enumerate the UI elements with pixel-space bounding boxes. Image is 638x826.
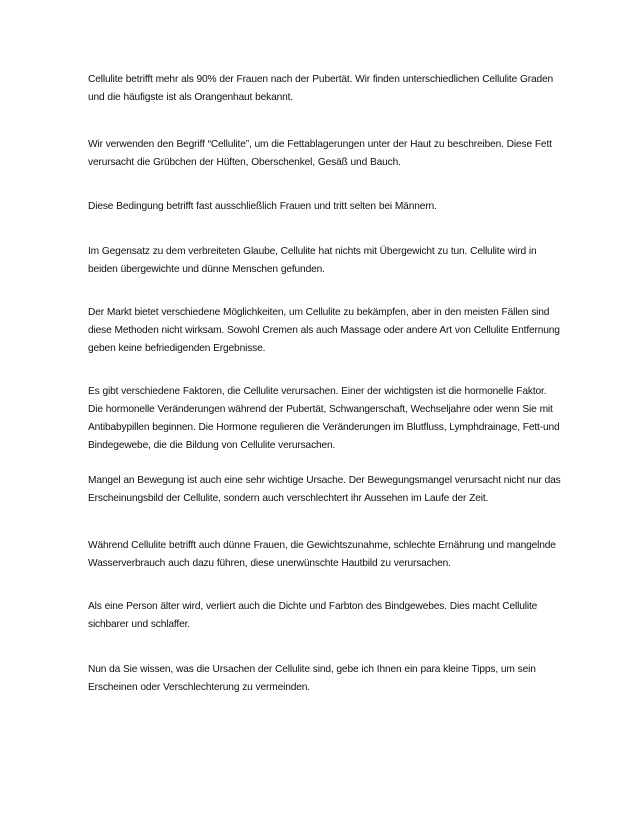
paragraph-thin-women: Während Cellulite betrifft auch dünne Frauen, die Gewichtszunahme, schlechte Ernährung und mangelnde Wasserverbrauch auch dazu führen, diese unerwünschte Hautbild zu verursachen. — [88, 540, 556, 569]
paragraph-not-overweight: Im Gegensatz zu dem verbreiteten Glaube, Cellulite hat nichts mit Übergewicht zu tun. Cellulite wird in beiden übergewichte und dünne Menschen gefunden. — [88, 246, 537, 275]
paragraph-cellulite-prevalence: Cellulite betrifft mehr als 90% der Frauen nach der Pubertät. Wir finden unterschiedlichen Cellulite Graden und die häufigste ist als Orangenhaut bekannt. — [88, 74, 554, 103]
paragraph-lack-of-exercise: Mangel an Bewegung ist auch eine sehr wichtige Ursache. Der Bewegungsmangel verursacht nicht nur das Erscheinungsbild der Cellulite, sondern auch verschlechtert ihr Aussehen im Laufe der Zeit. — [88, 475, 561, 504]
paragraph-hormonal-factors: Es gibt verschiedene Faktoren, die Cellulite verursachen. Einer der wichtigsten ist die hormonelle Faktor. Die hormonelle Veränderungen während der Pubertät, Schwangerschaft, Wechseljahre oder wenn Sie mit Antibabypillen beginnen. Die Hormone regulieren die Veränderungen im Blutfluss, Lymphdrainage, Fett-und Bindegewebe, die die Bildung von Cellulite verursachen. — [88, 386, 560, 451]
paragraph-market-methods: Der Markt bietet verschiedene Möglichkeiten, um Cellulite zu bekämpfen, aber in den meisten Fällen sind diese Methoden nicht wirksam. Sowohl Cremen als auch Massage oder andere Art von Cellulite Entfernung geben keine befriedigenden Ergebnisse. — [88, 307, 560, 354]
paragraph-affects-women: Diese Bedingung betrifft fast ausschließlich Frauen und tritt selten bei Männern. — [88, 201, 437, 212]
paragraph-tips-intro: Nun da Sie wissen, was die Ursachen der Cellulite sind, gebe ich Ihnen ein para kleine Tipps, um sein Erscheinen oder Verschlechterung zu vermeinden. — [88, 664, 536, 693]
paragraph-aging: Als eine Person älter wird, verliert auch die Dichte und Farbton des Bindgewebes. Dies macht Cellulite sichbarer und schlaffer. — [88, 601, 538, 630]
paragraph-cellulite-definition: Wir verwenden den Begriff “Cellulite”, um die Fettablagerungen unter der Haut zu beschreiben. Diese Fett verursacht die Grübchen der Hüften, Oberschenkel, Gesäß und Bauch. — [88, 139, 552, 168]
